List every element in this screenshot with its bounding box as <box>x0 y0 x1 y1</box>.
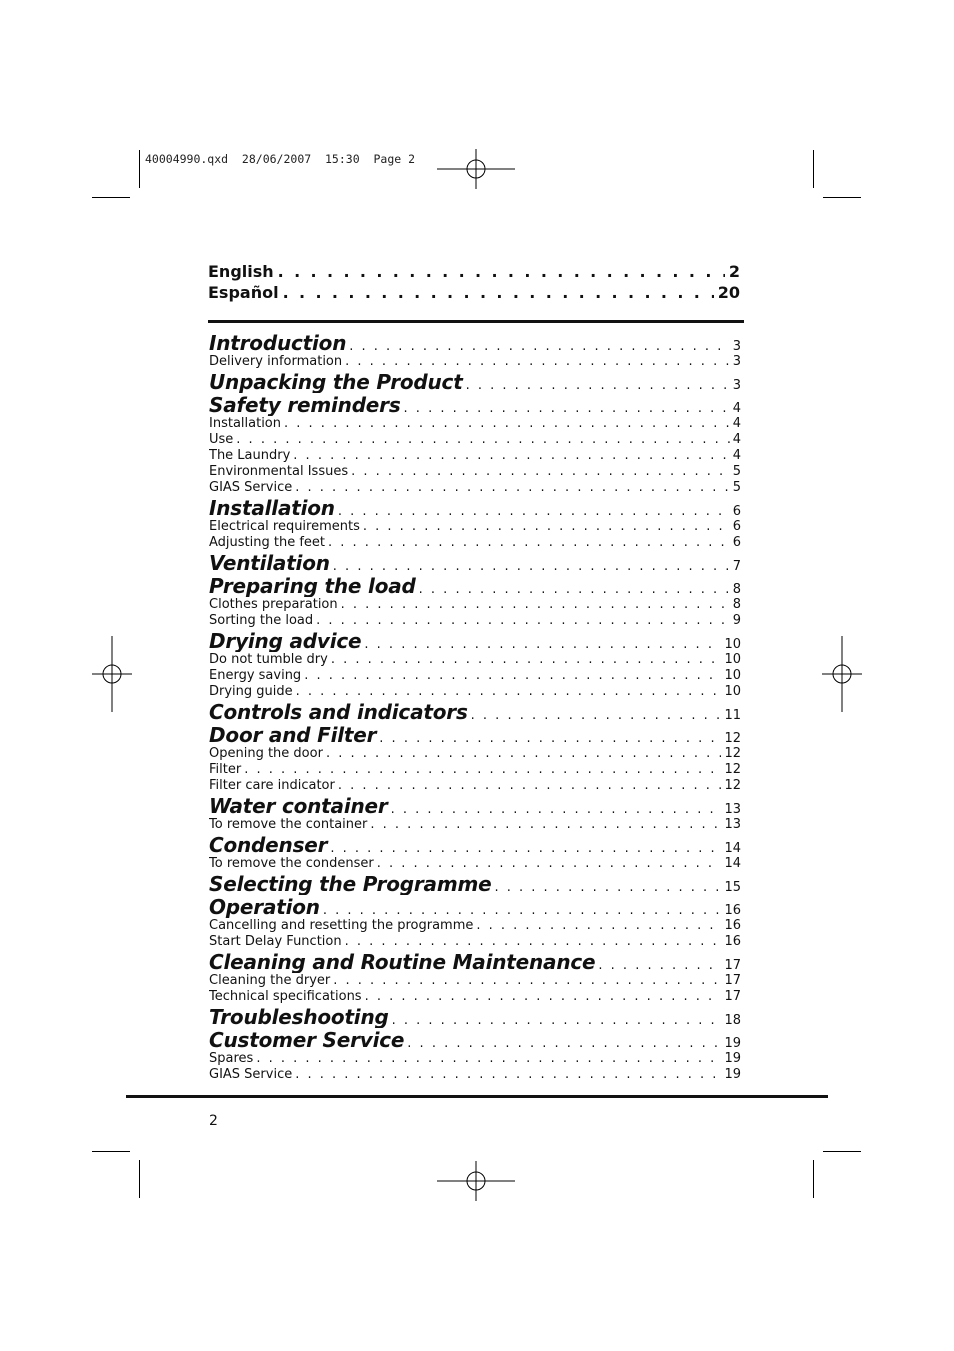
toc-subsection[interactable] <box>209 684 741 700</box>
toc-subsection[interactable] <box>209 762 741 778</box>
toc-section[interactable] <box>209 895 741 918</box>
toc-subsection[interactable] <box>209 480 741 496</box>
toc-section[interactable] <box>209 794 741 817</box>
toc-title: Unpacking the Product <box>209 370 463 393</box>
toc-title: Operation <box>209 895 320 918</box>
toc-page: 13 <box>724 802 741 817</box>
toc-page: 12 <box>724 746 741 761</box>
toc-section[interactable] <box>209 393 741 416</box>
toc-page: 10 <box>724 668 741 683</box>
toc-page: 19 <box>724 1051 741 1066</box>
toc-title: Filter care indicator <box>209 778 335 793</box>
toc-page: 3 <box>732 339 741 354</box>
toc-title: Cleaning the dryer <box>209 973 331 988</box>
toc-title: Installation <box>209 496 335 519</box>
dot-leader <box>328 535 730 550</box>
toc-section[interactable] <box>209 1005 741 1028</box>
dot-leader <box>323 903 722 918</box>
dot-leader <box>293 448 729 463</box>
toc-section[interactable] <box>209 700 741 723</box>
toc-title: Drying advice <box>209 629 362 652</box>
toc-subsection[interactable] <box>209 973 741 989</box>
language-page: 2 <box>728 262 740 281</box>
dot-leader <box>296 684 722 699</box>
dot-leader <box>295 480 729 495</box>
dot-leader <box>379 731 721 746</box>
dot-leader <box>345 934 722 949</box>
toc-title: The Laundry <box>209 448 291 463</box>
dot-leader <box>364 637 721 652</box>
toc-subsection[interactable] <box>209 535 741 551</box>
toc-title: Ventilation <box>209 551 330 574</box>
toc-page: 17 <box>724 973 741 988</box>
registration-mark-icon <box>437 1161 515 1201</box>
toc-page: 10 <box>724 652 741 667</box>
crop-mark <box>139 1160 140 1198</box>
dot-leader <box>244 762 721 777</box>
toc-title: Safety reminders <box>209 393 401 416</box>
dot-leader <box>338 778 722 793</box>
toc-page: 16 <box>724 918 741 933</box>
toc-page: 12 <box>724 762 741 777</box>
dot-leader <box>476 918 721 933</box>
toc-page: 16 <box>724 934 741 949</box>
toc-title: Do not tumble dry <box>209 652 328 667</box>
toc-title: Customer Service <box>209 1028 405 1051</box>
toc-title: Introduction <box>209 331 347 354</box>
toc-subsection[interactable] <box>209 613 741 629</box>
toc-title: Door and Filter <box>209 723 377 746</box>
toc-title: Adjusting the feet <box>209 535 326 550</box>
toc-title: Filter <box>209 762 242 777</box>
toc-section[interactable] <box>209 496 741 519</box>
dot-leader <box>331 652 722 667</box>
toc-page: 5 <box>732 464 741 479</box>
toc-section[interactable] <box>209 574 741 597</box>
toc-page: 11 <box>724 708 741 723</box>
toc-page: 19 <box>724 1036 741 1051</box>
toc-subsection[interactable] <box>209 856 741 872</box>
toc-title: Cancelling and resetting the programme <box>209 918 474 933</box>
toc-subsection[interactable] <box>209 652 741 668</box>
dot-leader <box>304 668 721 683</box>
toc-section[interactable] <box>209 950 741 973</box>
toc-subsection[interactable] <box>209 934 741 950</box>
toc-page: 4 <box>732 401 741 416</box>
toc-title: GIAS Service <box>209 1067 293 1082</box>
dot-leader <box>598 958 721 973</box>
toc-subsection[interactable] <box>209 519 741 535</box>
toc-page: 3 <box>732 354 741 369</box>
toc-page: 10 <box>724 684 741 699</box>
dot-leader <box>349 339 729 354</box>
toc-title: Sorting the load <box>209 613 314 628</box>
dot-leader <box>407 1036 721 1051</box>
toc-subsection[interactable] <box>209 597 741 613</box>
dot-leader <box>330 841 721 856</box>
toc-page: 7 <box>732 559 741 574</box>
dot-leader <box>326 746 722 761</box>
toc-subsection[interactable] <box>209 989 741 1005</box>
toc-page: 14 <box>724 841 741 856</box>
dot-leader <box>363 519 730 534</box>
toc-page: 9 <box>732 613 741 628</box>
language-page: 20 <box>717 283 740 302</box>
crop-mark <box>92 197 130 198</box>
toc-section[interactable] <box>209 833 741 856</box>
toc-page: 6 <box>732 519 741 534</box>
toc-title: Start Delay Function <box>209 934 342 949</box>
dot-leader <box>391 802 722 817</box>
header-rule <box>208 320 744 323</box>
dot-leader <box>377 856 722 871</box>
toc-title: Selecting the Programme <box>209 872 492 895</box>
toc-page: 12 <box>724 778 741 793</box>
toc-subsection[interactable] <box>209 918 741 934</box>
toc-page: 6 <box>732 535 741 550</box>
crop-mark <box>139 150 140 188</box>
toc-title: Preparing the load <box>209 574 416 597</box>
toc-page: 10 <box>724 637 741 652</box>
toc-page: 15 <box>724 880 741 895</box>
toc-section[interactable] <box>209 1028 741 1051</box>
language-label: Español <box>208 283 279 302</box>
toc-page: 17 <box>724 958 741 973</box>
toc-title: GIAS Service <box>209 480 293 495</box>
toc-page: 17 <box>724 989 741 1004</box>
language-label: English <box>208 262 274 281</box>
toc-title: Cleaning and Routine Maintenance <box>209 950 596 973</box>
table-of-contents <box>209 331 741 1083</box>
toc-page: 13 <box>724 817 741 832</box>
toc-subsection[interactable] <box>209 1051 741 1067</box>
dot-leader <box>316 613 730 628</box>
toc-page: 4 <box>732 416 741 431</box>
toc-title: Opening the door <box>209 746 323 761</box>
toc-subsection[interactable] <box>209 746 741 762</box>
dot-leader <box>295 1067 721 1082</box>
toc-title: Electrical requirements <box>209 519 360 534</box>
dot-leader <box>284 416 730 431</box>
crop-mark <box>92 1151 130 1152</box>
crop-mark <box>813 1160 814 1198</box>
dot-leader <box>338 504 730 519</box>
toc-page: 19 <box>724 1067 741 1082</box>
toc-page: 18 <box>724 1013 741 1028</box>
toc-page: 4 <box>732 448 741 463</box>
dot-leader <box>345 354 730 369</box>
toc-title: To remove the condenser <box>209 856 374 871</box>
dot-leader <box>341 597 730 612</box>
language-entry-english[interactable] <box>208 262 740 283</box>
dot-leader <box>471 708 722 723</box>
toc-page: 5 <box>732 480 741 495</box>
toc-title: Condenser <box>209 833 328 856</box>
toc-title: Energy saving <box>209 668 302 683</box>
toc-title: Controls and indicators <box>209 700 468 723</box>
toc-subsection[interactable] <box>209 778 741 794</box>
dot-leader <box>370 817 721 832</box>
registration-mark-icon <box>822 636 862 712</box>
toc-title: Technical specifications <box>209 989 362 1004</box>
dot-leader <box>351 464 730 479</box>
toc-subsection[interactable] <box>209 416 741 432</box>
dot-leader <box>256 1051 721 1066</box>
dot-leader <box>466 378 730 393</box>
toc-section[interactable] <box>209 551 741 574</box>
crop-mark <box>813 150 814 188</box>
toc-subsection[interactable] <box>209 432 741 448</box>
toc-page: 8 <box>732 597 741 612</box>
dot-leader <box>278 262 725 281</box>
toc-title: Delivery information <box>209 354 343 369</box>
registration-mark-icon <box>437 149 515 189</box>
dot-leader <box>404 401 730 416</box>
registration-mark-icon <box>92 636 132 712</box>
toc-page: 12 <box>724 731 741 746</box>
dot-leader <box>333 559 730 574</box>
dot-leader <box>494 880 721 895</box>
toc-title: Spares <box>209 1051 254 1066</box>
toc-title: Installation <box>209 416 282 431</box>
dot-leader <box>333 973 721 988</box>
toc-title: Use <box>209 432 234 447</box>
toc-title: Troubleshooting <box>209 1005 389 1028</box>
toc-subsection[interactable] <box>209 354 741 370</box>
toc-page: 14 <box>724 856 741 871</box>
toc-page: 16 <box>724 903 741 918</box>
toc-section[interactable] <box>209 723 741 746</box>
toc-page: 4 <box>732 432 741 447</box>
toc-page: 8 <box>732 582 741 597</box>
toc-subsection[interactable] <box>209 817 741 833</box>
toc-title: Clothes preparation <box>209 597 338 612</box>
toc-section[interactable] <box>209 629 741 652</box>
toc-title: To remove the container <box>209 817 368 832</box>
toc-subsection[interactable] <box>209 448 741 464</box>
toc-page: 6 <box>732 504 741 519</box>
dot-leader <box>365 989 722 1004</box>
toc-title: Water container <box>209 794 388 817</box>
print-slug: 40004990.qxd 28/06/2007 15:30 Page 2 <box>145 152 416 166</box>
toc-section[interactable] <box>209 370 741 393</box>
crop-mark <box>823 197 861 198</box>
dot-leader <box>283 283 714 302</box>
toc-section[interactable] <box>209 872 741 895</box>
toc-title: Environmental Issues <box>209 464 349 479</box>
dot-leader <box>419 582 730 597</box>
language-entry-espanol[interactable] <box>208 283 740 304</box>
toc-page: 3 <box>732 378 741 393</box>
footer-rule <box>126 1095 828 1098</box>
crop-mark <box>823 1151 861 1152</box>
toc-subsection[interactable] <box>209 668 741 684</box>
toc-subsection[interactable] <box>209 464 741 480</box>
page-number: 2 <box>209 1113 218 1129</box>
toc-subsection[interactable] <box>209 1067 741 1083</box>
toc-title: Drying guide <box>209 684 293 699</box>
dot-leader <box>392 1013 722 1028</box>
dot-leader <box>236 432 729 447</box>
toc-section[interactable] <box>209 331 741 354</box>
